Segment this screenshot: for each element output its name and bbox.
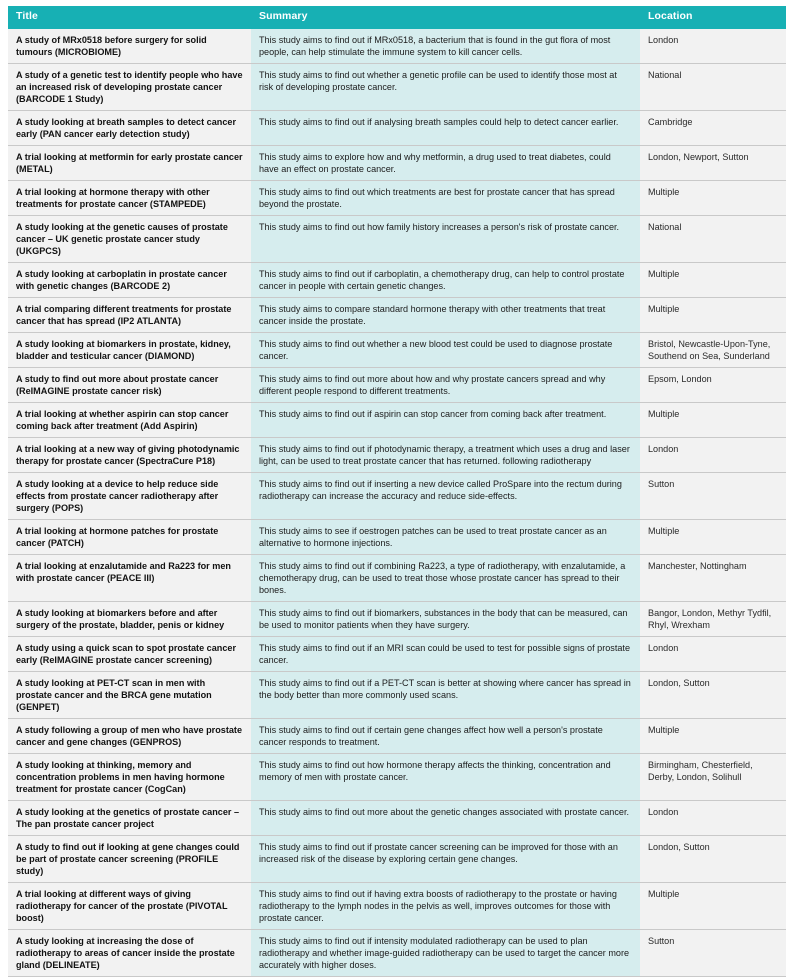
column-header-summary: Summary	[251, 6, 640, 29]
table-row	[8, 367, 786, 402]
table-row	[8, 929, 786, 976]
table-header-row	[8, 6, 786, 29]
cell-study-location: Multiple	[640, 882, 786, 929]
cell-study-title: A trial looking at whether aspirin can stop cancer coming back after treatment (Add Aspirin)	[8, 402, 251, 437]
cell-study-location: London, Newport, Sutton	[640, 145, 786, 180]
cell-study-title: A study following a group of men who have prostate cancer and gene changes (GENPROS)	[8, 718, 251, 753]
cell-study-summary: This study aims to see if oestrogen patches can be used to treat prostate cancer as an alternative to hormone injections.	[251, 519, 640, 554]
cell-study-title: A trial looking at metformin for early prostate cancer (METAL)	[8, 145, 251, 180]
cell-study-title: A study looking at a device to help reduce side effects from prostate cancer radiotherapy after surgery (POPS)	[8, 472, 251, 519]
cell-study-location: National	[640, 63, 786, 110]
cell-study-location: Multiple	[640, 180, 786, 215]
cell-study-title: A trial looking at hormone patches for prostate cancer (PATCH)	[8, 519, 251, 554]
cell-study-summary: This study aims to find out if aspirin can stop cancer from coming back after treatment.	[251, 402, 640, 437]
cell-study-title: A study to find out if looking at gene changes could be part of prostate cancer screening (PROFILE study)	[8, 835, 251, 882]
table-row	[8, 297, 786, 332]
cell-study-title: A trial looking at a new way of giving photodynamic therapy for prostate cancer (SpectraCure P18)	[8, 437, 251, 472]
table-row	[8, 753, 786, 800]
table-row	[8, 145, 786, 180]
cell-study-location: Multiple	[640, 297, 786, 332]
cell-study-title: A study using a quick scan to spot prostate cancer early (ReIMAGINE prostate cancer screening)	[8, 636, 251, 671]
cell-study-summary: This study aims to find out if inserting a new device called ProSpare into the rectum during radiotherapy can increase the accuracy and reduce side-effects.	[251, 472, 640, 519]
table-row	[8, 29, 786, 64]
cell-study-summary: This study aims to find out if biomarkers, substances in the body that can be measured, can be used to monitor patients when they have surgery.	[251, 601, 640, 636]
cell-study-summary: This study aims to find out if intensity modulated radiotherapy can be used to plan radiotherapy and whether image-guided radiotherapy can be used to target the cancer more accurately with higher doses.	[251, 929, 640, 976]
table-body	[8, 29, 786, 977]
cell-study-location: Manchester, Nottingham	[640, 554, 786, 601]
table-row	[8, 63, 786, 110]
table-row	[8, 402, 786, 437]
cell-study-location: Cambridge	[640, 110, 786, 145]
table-row	[8, 180, 786, 215]
cell-study-summary: This study aims to find out more about the genetic changes associated with prostate cancer.	[251, 800, 640, 835]
table-row	[8, 882, 786, 929]
cell-study-summary: This study aims to find out if having extra boosts of radiotherapy to the prostate or having radiotherapy to the lymph nodes in the pelvis as well, improves outcomes for those with prostate cancer.	[251, 882, 640, 929]
table-row	[8, 332, 786, 367]
cell-study-summary: This study aims to find out if an MRI scan could be used to test for possible signs of prostate cancer.	[251, 636, 640, 671]
cell-study-location: Multiple	[640, 718, 786, 753]
cell-study-summary: This study aims to find out more about how and why prostate cancers spread and why different people respond to different treatments.	[251, 367, 640, 402]
cell-study-title: A study looking at thinking, memory and concentration problems in men having hormone treatment for prostate cancer (CogCan)	[8, 753, 251, 800]
cell-study-title: A trial looking at different ways of giving radiotherapy for cancer of the prostate (PIVOTAL boost)	[8, 882, 251, 929]
cell-study-title: A trial comparing different treatments for prostate cancer that has spread (IP2 ATLANTA)	[8, 297, 251, 332]
cell-study-title: A study looking at biomarkers in prostate, kidney, bladder and testicular cancer (DIAMOND)	[8, 332, 251, 367]
cell-study-location: Sutton	[640, 472, 786, 519]
cell-study-location: Multiple	[640, 519, 786, 554]
cell-study-location: London, Sutton	[640, 671, 786, 718]
cell-study-summary: This study aims to find out how hormone therapy affects the thinking, concentration and memory of men with prostate cancer.	[251, 753, 640, 800]
table-row	[8, 554, 786, 601]
cell-study-location: London	[640, 437, 786, 472]
cell-study-location: Multiple	[640, 262, 786, 297]
cell-study-location: London	[640, 800, 786, 835]
cell-study-title: A trial looking at enzalutamide and Ra223 for men with prostate cancer (PEACE III)	[8, 554, 251, 601]
cell-study-title: A study looking at the genetics of prostate cancer – The pan prostate cancer project	[8, 800, 251, 835]
table-row	[8, 262, 786, 297]
cell-study-summary: This study aims to find out if combining Ra223, a type of radiotherapy, with enzalutamide, a chemotherapy drug, can be used to treat those whose prostate cancer has spread to their bones.	[251, 554, 640, 601]
table-header	[8, 6, 786, 29]
cell-study-title: A study to find out more about prostate cancer (ReIMAGINE prostate cancer risk)	[8, 367, 251, 402]
cell-study-summary: This study aims to compare standard hormone therapy with other treatments that treat cancer inside the prostate.	[251, 297, 640, 332]
table-row	[8, 601, 786, 636]
column-header-location: Location	[640, 6, 786, 29]
cell-study-location: Multiple	[640, 402, 786, 437]
table-row	[8, 800, 786, 835]
cell-study-summary: This study aims to find out if a PET-CT scan is better at showing where cancer has spread in the body better than more commonly used scans.	[251, 671, 640, 718]
cell-study-location: Bristol, Newcastle-Upon-Tyne, Southend on Sea, Sunderland	[640, 332, 786, 367]
cell-study-title: A study of a genetic test to identify people who have an increased risk of developing prostate cancer (BARCODE 1 Study)	[8, 63, 251, 110]
table-row	[8, 519, 786, 554]
table-row	[8, 437, 786, 472]
cell-study-location: London	[640, 636, 786, 671]
table-row	[8, 835, 786, 882]
cell-study-title: A study looking at increasing the dose of radiotherapy to areas of cancer inside the prostate gland (DELINEATE)	[8, 929, 251, 976]
cell-study-summary: This study aims to find out how family history increases a person's risk of prostate cancer.	[251, 215, 640, 262]
table-row	[8, 215, 786, 262]
cell-study-summary: This study aims to find out whether a new blood test could be used to diagnose prostate cancer.	[251, 332, 640, 367]
cell-study-location: National	[640, 215, 786, 262]
cell-study-title: A study looking at PET-CT scan in men with prostate cancer and the BRCA gene mutation (GENPET)	[8, 671, 251, 718]
cell-study-title: A study looking at biomarkers before and after surgery of the prostate, bladder, penis or kidney	[8, 601, 251, 636]
cell-study-location: London	[640, 29, 786, 64]
cell-study-title: A trial looking at hormone therapy with other treatments for prostate cancer (STAMPEDE)	[8, 180, 251, 215]
cell-study-title: A study looking at breath samples to detect cancer early (PAN cancer early detection study)	[8, 110, 251, 145]
cell-study-summary: This study aims to find out if carboplatin, a chemotherapy drug, can help to control prostate cancer in people with certain genetic changes.	[251, 262, 640, 297]
column-header-title: Title	[8, 6, 251, 29]
clinical-trials-table	[8, 6, 786, 977]
cell-study-title: A study looking at carboplatin in prostate cancer with genetic changes (BARCODE 2)	[8, 262, 251, 297]
cell-study-location: Birmingham, Chesterfield, Derby, London, Solihull	[640, 753, 786, 800]
cell-study-summary: This study aims to find out if MRx0518, a bacterium that is found in the gut flora of most people, can help stimulate the immune system to kill cancer cells.	[251, 29, 640, 64]
cell-study-location: Epsom, London	[640, 367, 786, 402]
table-row	[8, 472, 786, 519]
table-row	[8, 636, 786, 671]
cell-study-summary: This study aims to find out if certain gene changes affect how well a person's prostate cancer responds to treatment.	[251, 718, 640, 753]
cell-study-summary: This study aims to find out if analysing breath samples could help to detect cancer earlier.	[251, 110, 640, 145]
table-row	[8, 110, 786, 145]
cell-study-location: Sutton	[640, 929, 786, 976]
cell-study-title: A study of MRx0518 before surgery for solid tumours (MICROBIOME)	[8, 29, 251, 64]
cell-study-summary: This study aims to find out if photodynamic therapy, a treatment which uses a drug and laser light, can be used to treat prostate cancer that has returned. following radiotherapy	[251, 437, 640, 472]
table-row	[8, 718, 786, 753]
table-row	[8, 671, 786, 718]
cell-study-title: A study looking at the genetic causes of prostate cancer – UK genetic prostate cancer study (UKGPCS)	[8, 215, 251, 262]
cell-study-summary: This study aims to explore how and why metformin, a drug used to treat diabetes, could have an effect on prostate cancer.	[251, 145, 640, 180]
cell-study-summary: This study aims to find out whether a genetic profile can be used to identify those most at risk of developing prostate cancer.	[251, 63, 640, 110]
cell-study-location: London, Sutton	[640, 835, 786, 882]
cell-study-summary: This study aims to find out which treatments are best for prostate cancer that has spread beyond the prostate.	[251, 180, 640, 215]
cell-study-location: Bangor, London, Methyr Tydfil, Rhyl, Wrexham	[640, 601, 786, 636]
cell-study-summary: This study aims to find out if prostate cancer screening can be improved for those with an increased risk of the disease by exploring certain gene changes.	[251, 835, 640, 882]
